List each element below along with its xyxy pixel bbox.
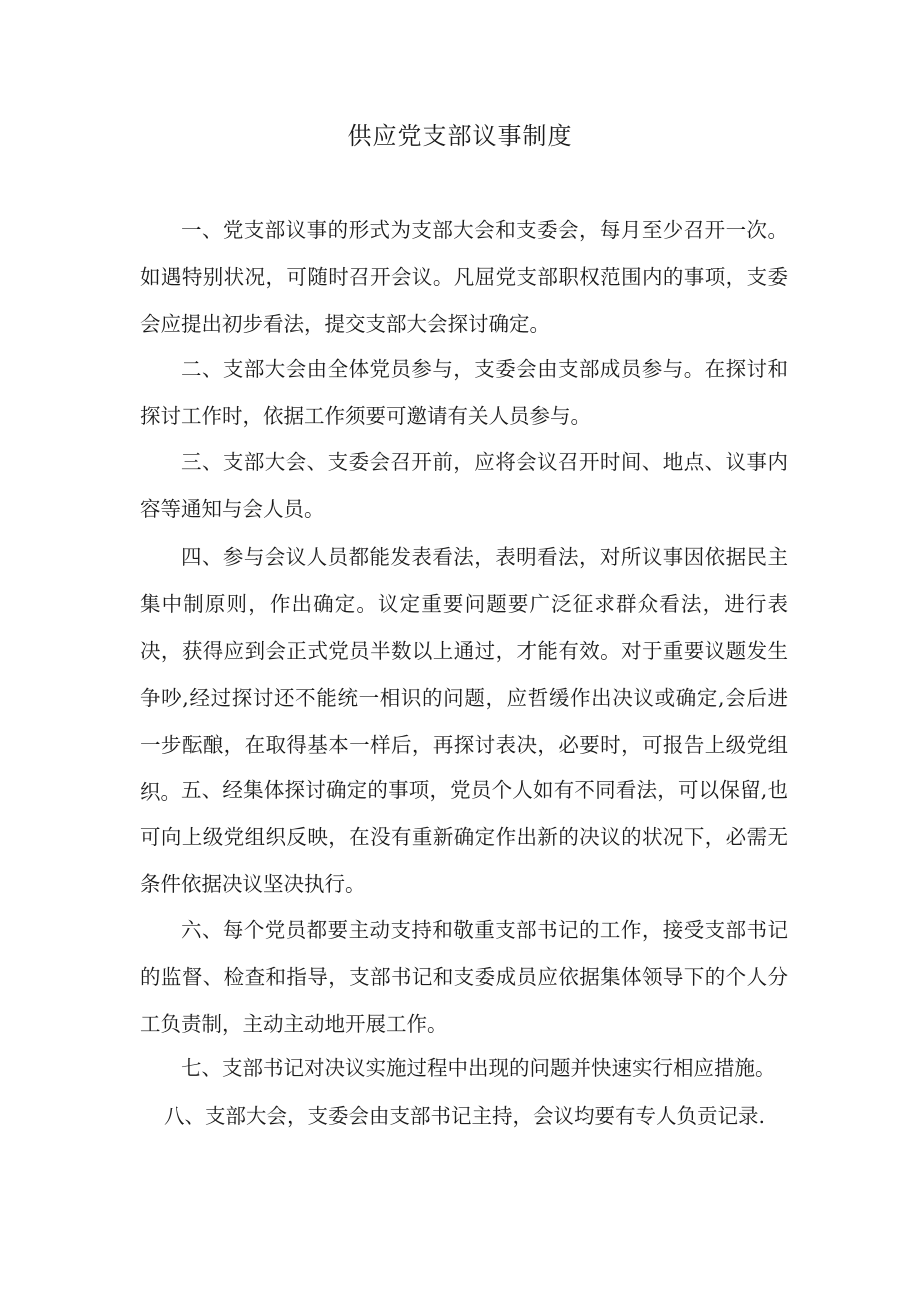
article-1: 一、党支部议事的形式为支部大会和支委会，每月至少召开一次。如遇特别状况，可随时召开会议。凡屈党支部职权范围内的事项，支委会应提出初步看法，提交支部大会探讨确定。 — [140, 218, 788, 336]
article-8: 八、支部大会，支委会由支部书记主持，会议均要有专人负贡记录. — [164, 1104, 766, 1128]
article-7: 七、支部书记对决议实施过程中出现的问题并快速实行相应措施。 — [181, 1056, 776, 1080]
article-4: 四、参与会议人员都能发表看法，表明看法，对所议事因依据民主集中制原则，作出确定。议定重要问题要广泛征求群众看法，进行表决，获得应到会正式党员半数以上通过，才能有效。对于重要议题发生争吵,经过探讨还不能统一相识的问题，应哲缓作出决议或确定,会后进一步酝酿，在取得基本一样后，再探讨表决，必要时，可报告上级党组织。 — [140, 545, 788, 804]
article-5: 五、经集体探讨确定的事项，党员个人如有不同看法，可以保留,也可向上级党组织反映，在没有重新确定作出新的决议的状况下，必需无条件依据决议坚决执行。 — [140, 778, 788, 896]
article-6: 六、每个党员都要主动支持和敬重支部书记的工作，接受支部书记的监督、检查和指导，支部书记和支委成员应依据集体领导下的个人分工负责制，主动主动地开展工作。 — [140, 918, 788, 1036]
document-title: 供应党支部议事制度 — [347, 122, 573, 150]
article-3: 三、支部大会、支委会召开前，应将会议召开时间、地点、议事内容等通知与会人员。 — [140, 450, 788, 521]
article-2: 二、支部大会由全体党员参与，支委会由支部成员参与。在探讨和探讨工作时，依据工作须要可邀请有关人员参与。 — [140, 357, 788, 428]
